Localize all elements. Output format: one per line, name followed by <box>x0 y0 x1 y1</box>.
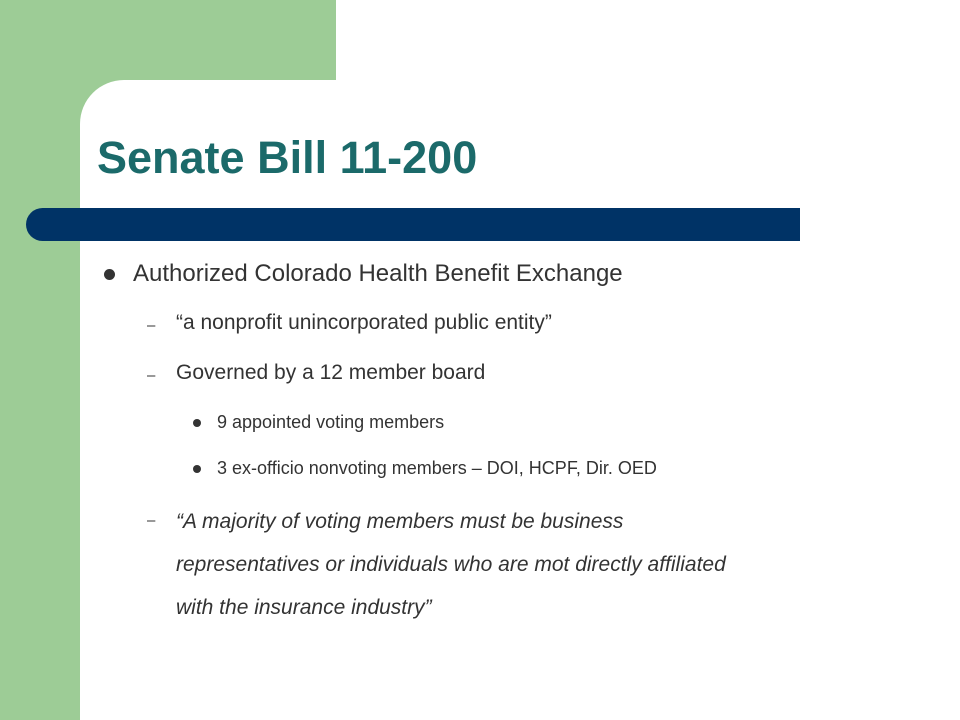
slide-title: Senate Bill 11-200 <box>97 132 478 183</box>
sub-item-entity: “a nonprofit unincorporated public entity” <box>176 311 552 334</box>
sub-sub-item-voting: 9 appointed voting members <box>217 412 445 432</box>
quote-block <box>176 500 896 629</box>
sub-sub-item-ex-officio: 3 ex-officio nonvoting members – DOI, HCPF, Dir. OED <box>217 458 657 478</box>
bullet-icon <box>193 419 201 427</box>
bullet-icon <box>104 269 115 280</box>
dash-icon: – <box>147 367 156 384</box>
bullet-icon <box>193 465 201 473</box>
quote-line: with the insurance industry” <box>176 596 432 619</box>
dash-icon: – <box>147 512 156 529</box>
dash-icon: – <box>147 317 156 334</box>
quote-line: “A majority of voting members must be business <box>176 510 624 533</box>
title-underline-bar <box>26 208 800 241</box>
quote-line: representatives or individuals who are mot directly affiliated <box>176 553 726 576</box>
sub-item-board: Governed by a 12 member board <box>176 361 486 384</box>
bullet-text-exchange: Authorized Colorado Health Benefit Exchange <box>133 260 623 287</box>
